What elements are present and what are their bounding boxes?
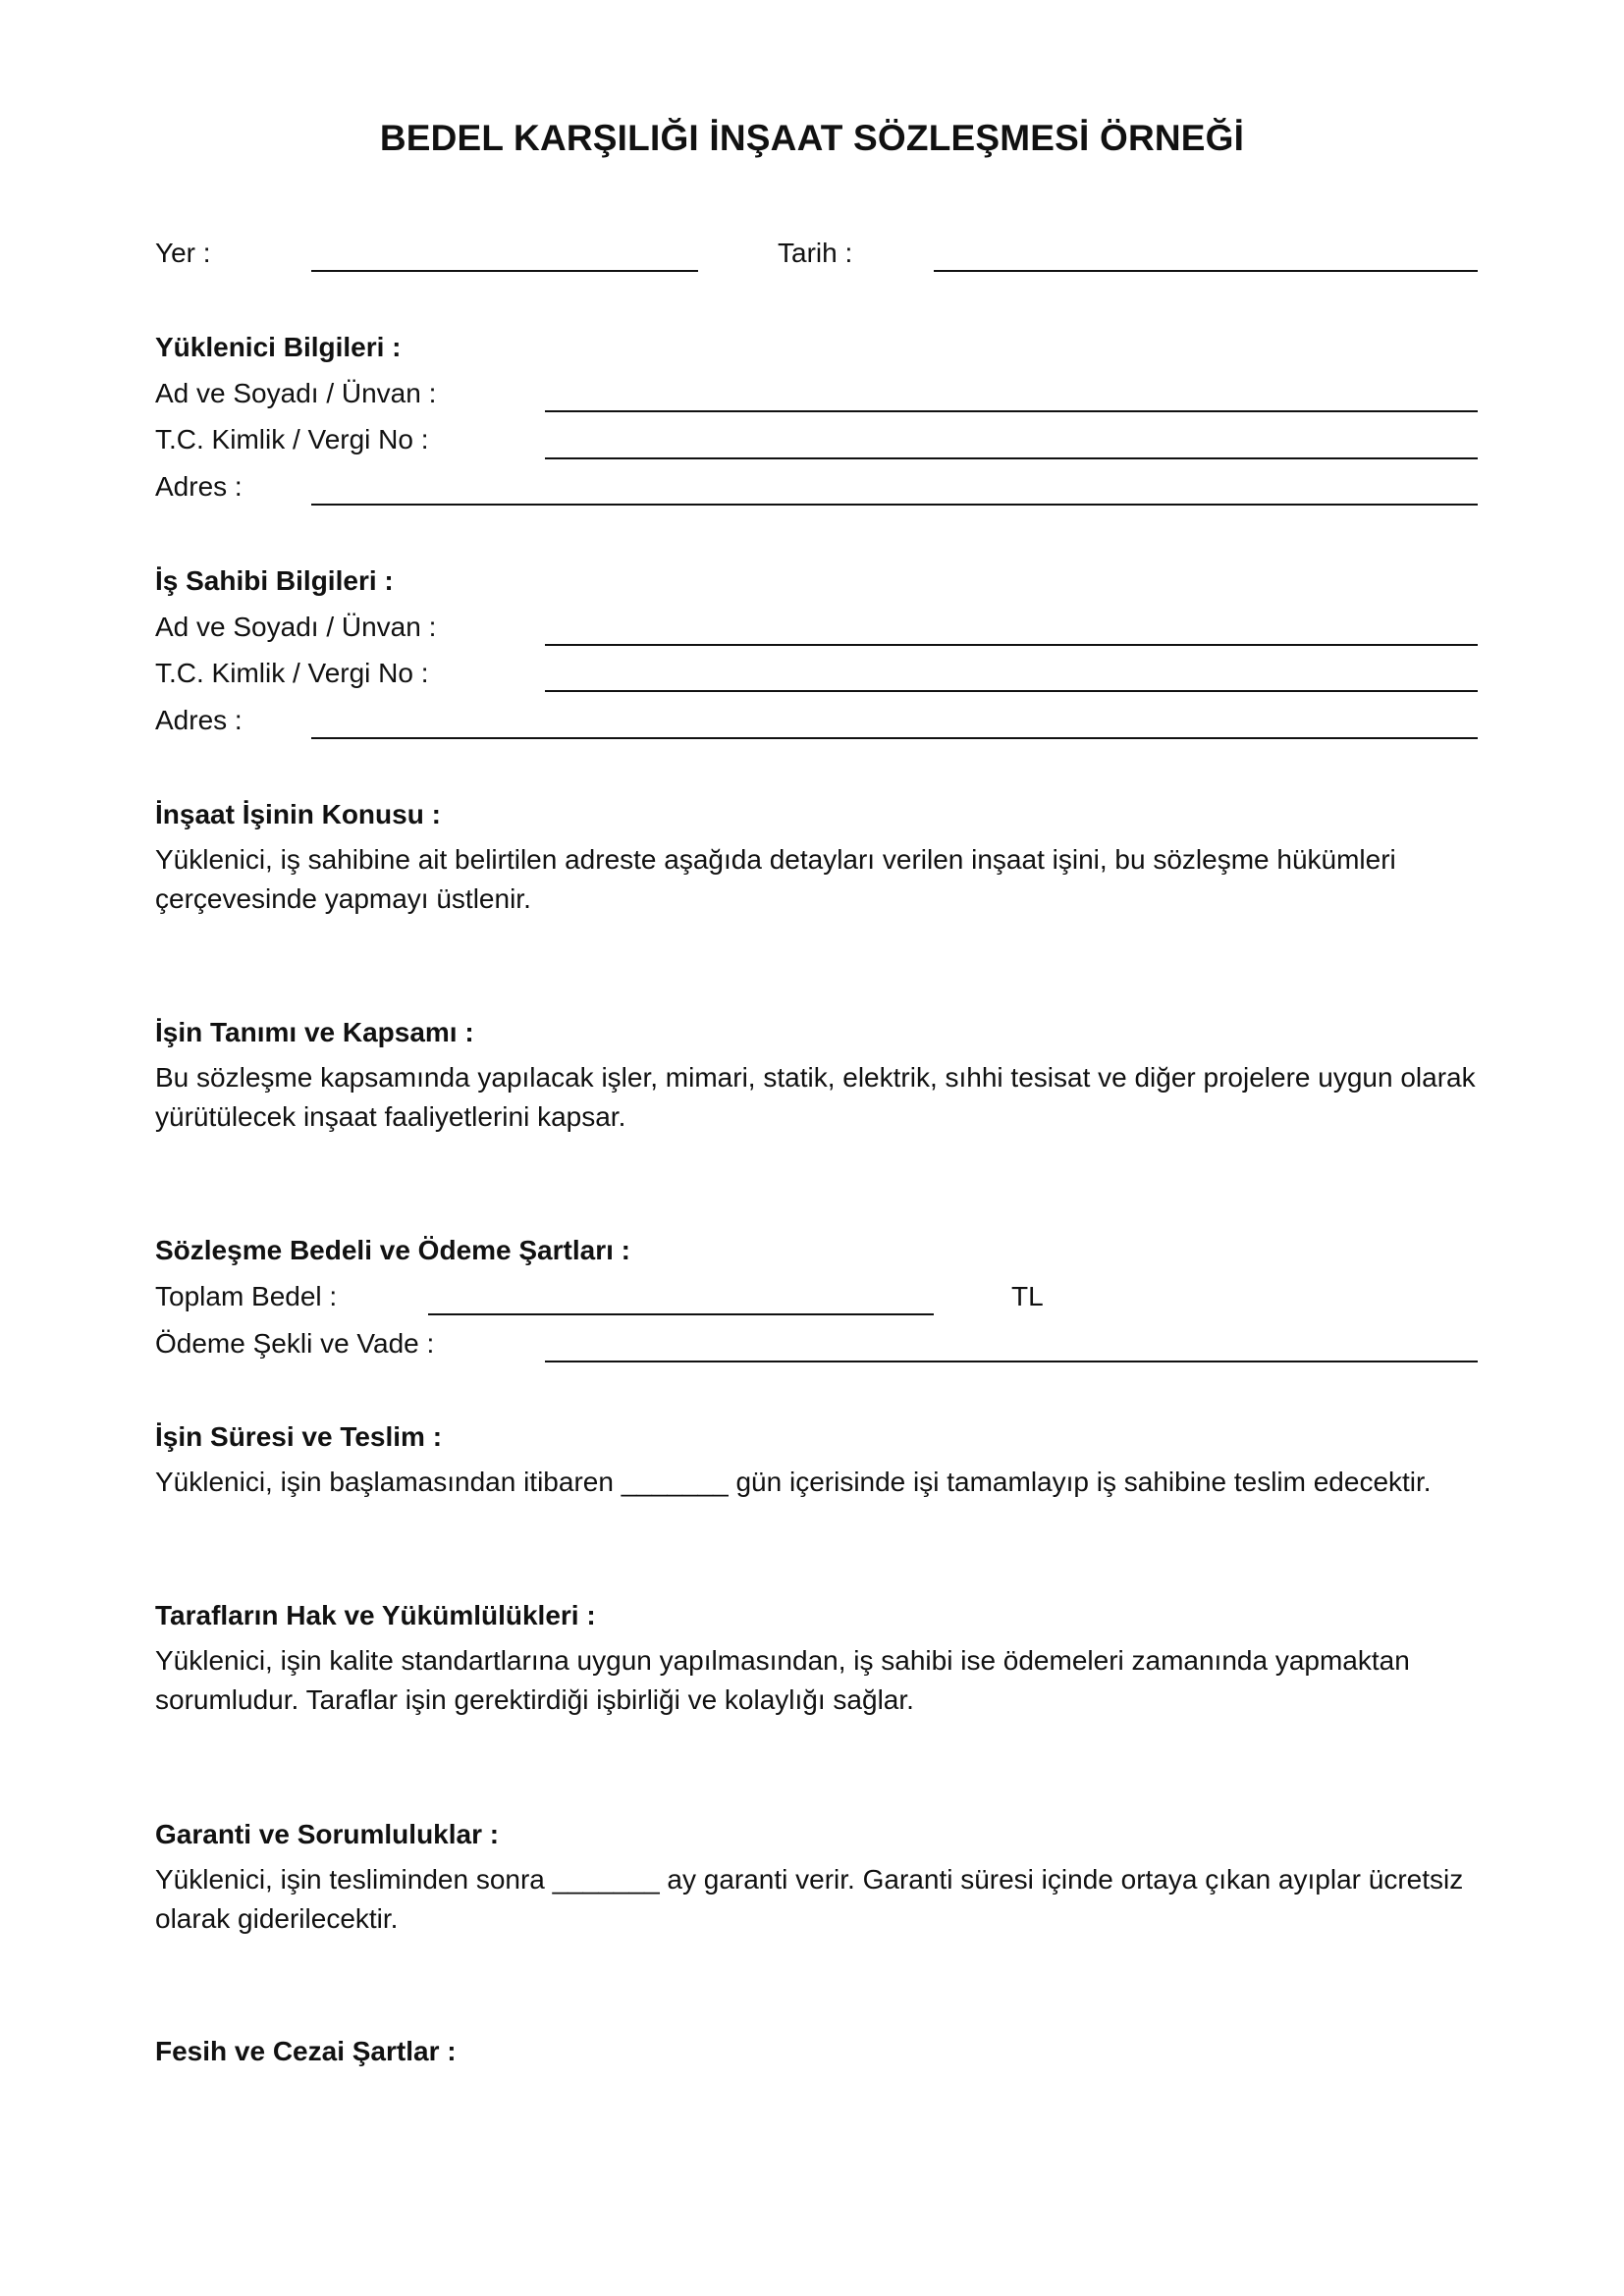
contractor-name-label: Ad ve Soyadı / Ünvan :: [155, 378, 437, 408]
owner-id-label: T.C. Kimlik / Vergi No :: [155, 658, 429, 688]
place-field[interactable]: [311, 270, 698, 272]
owner-heading: İş Sahibi Bilgileri :: [155, 565, 394, 596]
owner-name-label: Ad ve Soyadı / Ünvan :: [155, 612, 437, 642]
contractor-address-label: Adres :: [155, 471, 243, 502]
currency-label: TL: [1011, 1281, 1044, 1311]
owner-id-field[interactable]: [545, 690, 1478, 692]
total-price-label: Toplam Bedel :: [155, 1281, 338, 1311]
contractor-address-field[interactable]: [311, 504, 1478, 506]
subject-heading: İnşaat İşinin Konusu :: [155, 799, 441, 829]
owner-address-label: Adres :: [155, 705, 243, 735]
duration-heading: İşin Süresi ve Teslim :: [155, 1421, 443, 1452]
warranty-text: Yüklenici, işin tesliminden sonra _______ ay garanti verir. Garanti süresi içinde ortaya çıkan ayıplar ücretsiz olarak giderilecektir.: [155, 1864, 1464, 1934]
rights-heading: Tarafların Hak ve Yükümlülükleri :: [155, 1600, 596, 1630]
contractor-heading: Yüklenici Bilgileri :: [155, 332, 402, 362]
payment-label: Ödeme Şekli ve Vade :: [155, 1328, 435, 1359]
total-price-field[interactable]: [428, 1313, 934, 1315]
scope-heading: İşin Tanımı ve Kapsamı :: [155, 1017, 474, 1047]
owner-name-field[interactable]: [545, 644, 1478, 646]
date-label: Tarih :: [778, 238, 853, 268]
warranty-heading: Garanti ve Sorumluluklar :: [155, 1819, 500, 1849]
date-field[interactable]: [934, 270, 1478, 272]
scope-text: Bu sözleşme kapsamında yapılacak işler, mimari, statik, elektrik, sıhhi tesisat ve diğer projelere uygun olarak yürütülecek inşaat faaliyetlerini kapsar.: [155, 1062, 1476, 1132]
rights-text: Yüklenici, işin kalite standartlarına uygun yapılmasından, iş sahibi ise ödemeleri zamanında yapmaktan sorumludur. Taraflar işin gerektirdiği işbirliği ve kolaylığı sağlar.: [155, 1645, 1410, 1715]
owner-address-field[interactable]: [311, 737, 1478, 739]
contractor-name-field[interactable]: [545, 410, 1478, 412]
contractor-id-field[interactable]: [545, 457, 1478, 459]
price-heading: Sözleşme Bedeli ve Ödeme Şartları :: [155, 1235, 630, 1265]
duration-text: Yüklenici, işin başlamasından itibaren _______ gün içerisinde işi tamamlayıp iş sahibine teslim edecektir.: [155, 1467, 1432, 1497]
subject-text: Yüklenici, iş sahibine ait belirtilen adreste aşağıda detayları verilen inşaat işini, bu sözleşme hükümleri çerçevesinde yapmayı üstlenir.: [155, 844, 1396, 914]
contractor-id-label: T.C. Kimlik / Vergi No :: [155, 424, 429, 454]
payment-field[interactable]: [545, 1361, 1478, 1362]
termination-heading: Fesih ve Cezai Şartlar :: [155, 2036, 457, 2066]
place-label: Yer :: [155, 238, 211, 268]
document-title: BEDEL KARŞILIĞI İNŞAAT SÖZLEŞMESİ ÖRNEĞİ: [379, 118, 1245, 158]
